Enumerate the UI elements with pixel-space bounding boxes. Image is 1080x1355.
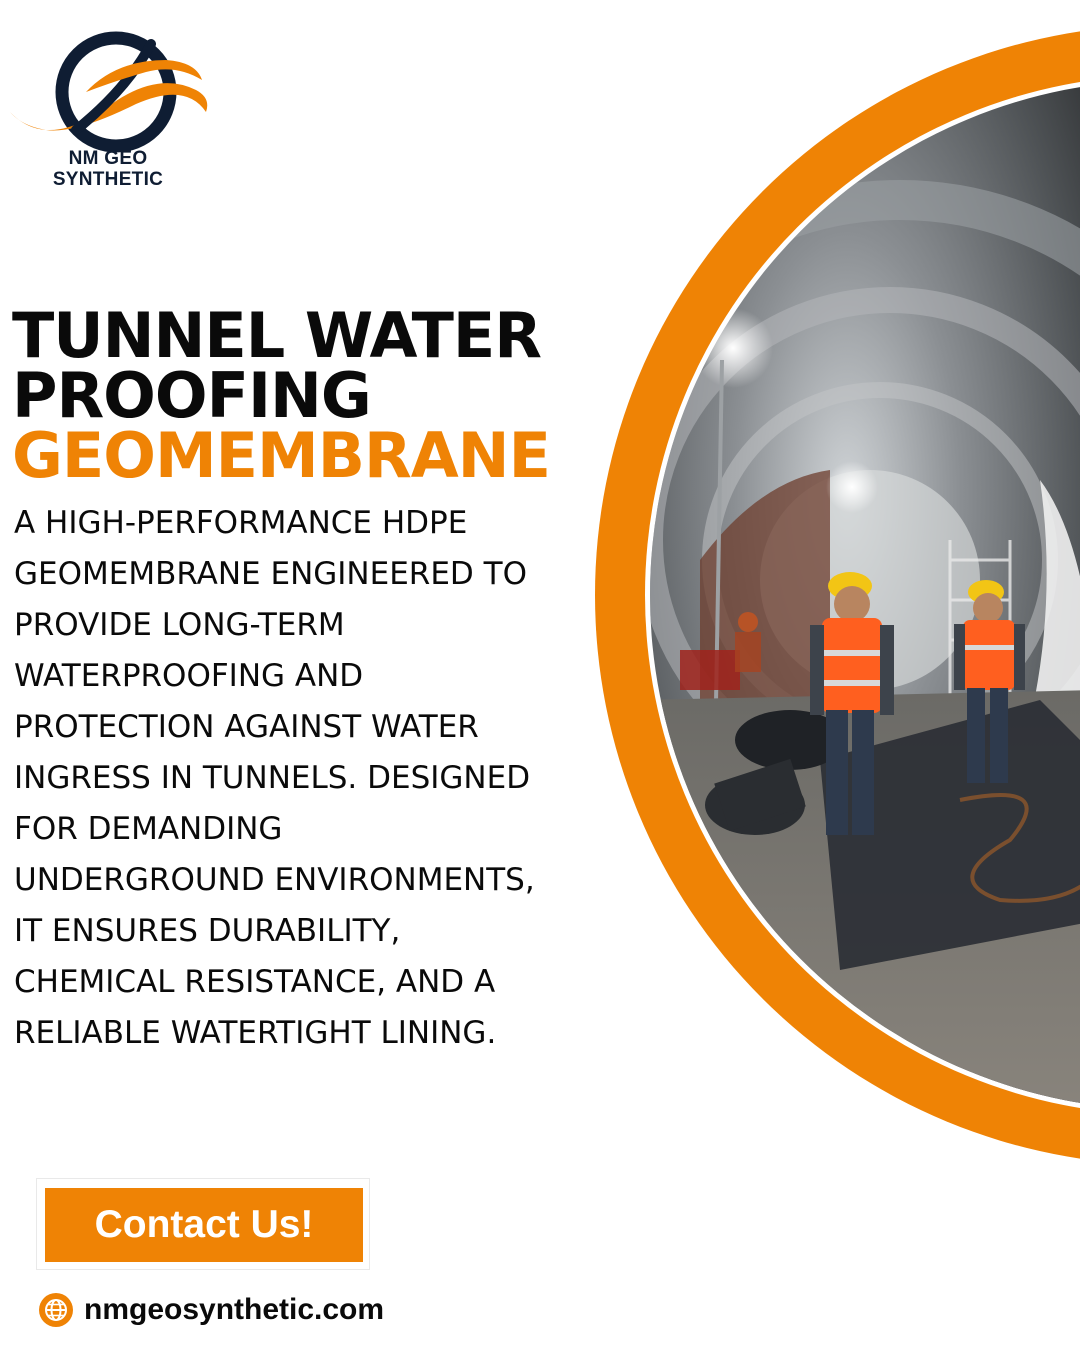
website-link[interactable] [38, 1290, 384, 1330]
brand-name-line1: NM GEO [68, 148, 148, 169]
title-line-2: PROOFING [12, 359, 371, 432]
description-line: GEOMEMBRANE ENGINEERED TO [14, 556, 527, 592]
website-label[interactable]: nmgeosynthetic.com [84, 1293, 385, 1326]
description-line: UNDERGROUND ENVIRONMENTS, [14, 862, 535, 898]
product-description [14, 498, 614, 1059]
description-line: A HIGH-PERFORMANCE HDPE [14, 505, 468, 541]
description-line: RELIABLE WATERTIGHT LINING. [14, 1015, 497, 1051]
description-line: PROVIDE LONG-TERM [14, 607, 345, 643]
description-line: INGRESS IN TUNNELS. DESIGNED [14, 760, 531, 796]
description-line: FOR DEMANDING [14, 811, 283, 847]
title-line-1: TUNNEL WATER [12, 299, 542, 372]
brand-name-line2: SYNTHETIC [52, 169, 164, 190]
contact-us-button[interactable]: Contact Us! [45, 1188, 363, 1262]
brand-name [24, 148, 192, 190]
title-line-3: GEOMEMBRANE [12, 419, 550, 492]
globe-icon [38, 1292, 74, 1328]
page-title [12, 299, 612, 492]
description-line: IT ENSURES DURABILITY, [14, 913, 401, 949]
description-line: CHEMICAL RESISTANCE, AND A [14, 964, 496, 1000]
description-line: PROTECTION AGAINST WATER [14, 709, 479, 745]
description-line: WATERPROOFING AND [14, 658, 364, 694]
